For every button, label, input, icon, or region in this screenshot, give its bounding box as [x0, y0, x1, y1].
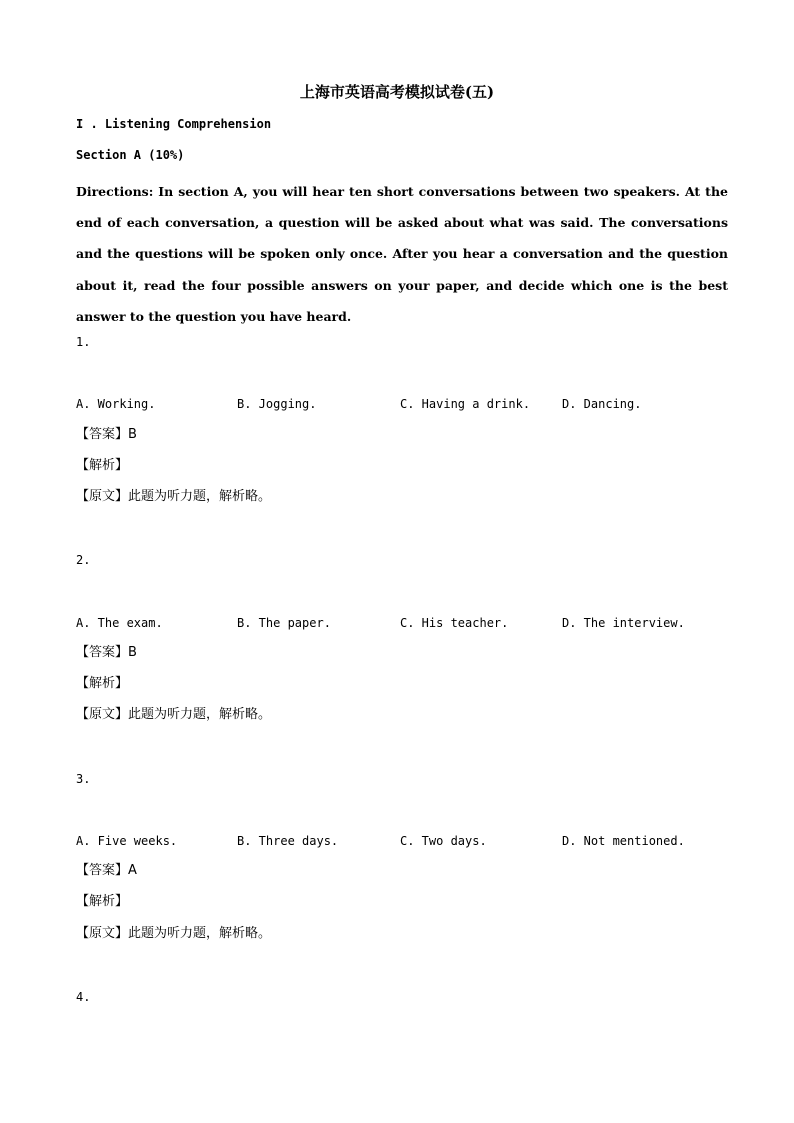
question-number: 4.: [76, 990, 91, 1004]
option-a: A. Five weeks.: [76, 834, 178, 848]
option-a: A. The exam.: [76, 616, 163, 630]
answer-options: [76, 614, 756, 632]
analysis-label: 【解析】: [76, 894, 129, 909]
option-c: C. Two days.: [400, 834, 487, 848]
option-c: C. His teacher.: [400, 616, 509, 630]
option-d: D. The interview.: [562, 616, 685, 630]
analysis-label: 【解析】: [76, 676, 129, 691]
question-number: 2.: [76, 553, 91, 567]
answer-key: 【答案】B: [76, 645, 137, 660]
original-text-note: 【原文】此题为听力题，解析略。: [76, 707, 272, 722]
answer-options: [76, 832, 756, 850]
answer-key: 【答案】B: [76, 427, 137, 442]
option-b: B. The paper.: [237, 616, 331, 630]
original-text-note: 【原文】此题为听力题，解析略。: [76, 926, 272, 941]
page-title: 上海市英语高考模拟试卷(五): [299, 83, 495, 101]
part-heading: I . Listening Comprehension: [76, 117, 272, 131]
question-number: 3.: [76, 772, 91, 786]
answer-key: 【答案】A: [76, 863, 137, 878]
analysis-label: 【解析】: [76, 458, 129, 473]
option-c: C. Having a drink.: [400, 397, 531, 411]
directions-text: Directions: In section A, you will hear ten short conversations between two speakers. At the end of each conversation, a question will be asked about what was said. The conversations and the questions will be spoken only once. After you hear a conversation and the question about it, read the four possible answers on your paper, and decide which one is the best answer to the question you have heard.: [76, 184, 728, 324]
option-a: A. Working.: [76, 397, 156, 411]
option-b: B. Three days.: [237, 834, 339, 848]
option-d: D. Not mentioned.: [562, 834, 685, 848]
question-number: 1.: [76, 335, 91, 349]
option-d: D. Dancing.: [562, 397, 642, 411]
original-text-note: 【原文】此题为听力题，解析略。: [76, 489, 272, 504]
section-heading: Section A (10%): [76, 148, 185, 162]
answer-options: [76, 395, 756, 413]
option-b: B. Jogging.: [237, 397, 317, 411]
